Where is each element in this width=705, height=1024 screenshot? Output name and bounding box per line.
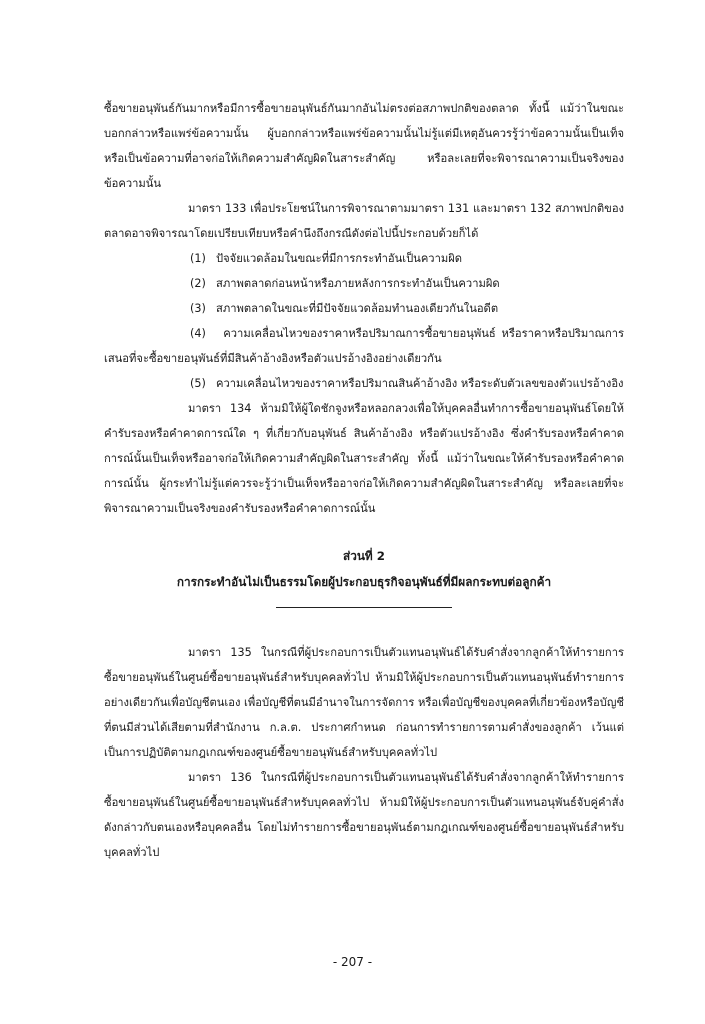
item-number: (2) [190,277,206,290]
page-number: - 207 - [332,955,373,969]
section-134-text: มาตรา 134 ห้ามมิให้ผู้ใดชักจูงหรือหลอกลวงเพื่อให้บุคคลอื่นทำการซื้อขายอนุพันธ์โดยให้คำรับรองหรือคำคาดการณ์ใด ๆ ที่เกี่ยวกับอนุพันธ์ สินค้าอ้างอิง หรือตัวแปรอ้างอิง ซึ่งคำรับรองหรือคำคาดการณ์นั้นเป็นเท็จหรืออาจก่อให้เกิดความสำคัญผิดในสาระสำคัญ ทั้งนี้ แม้ว่าในขณะให้คำรับรองหรือคำคาดการณ์นั้น ผู้กระทำไม่รู้แต่ควรจะรู้ว่าเป็นเท็จหรืออาจก่อให้เกิดความสำคัญผิดในสาระสำคัญ หรือละเลยที่จะพิจารณาความเป็นจริงของคำรับรองหรือคำคาดการณ์นั้น [104,402,624,515]
item-text: ความเคลื่อนไหวของราคาหรือปริมาณสินค้าอ้างอิง หรือระดับตัวเลขของตัวแปรอ้างอิง [216,377,624,390]
section-133-item-2 [104,271,624,296]
part-title: การกระทำอันไม่เป็นธรรมโดยผู้ประกอบธุรกิจอนุพันธ์ที่มีผลกระทบต่อลูกค้า [176,575,552,589]
heading-divider [276,607,452,608]
item-number: (4) [190,327,206,340]
item-number: (1) [190,252,206,265]
section-135-text: มาตรา 135 ในกรณีที่ผู้ประกอบการเป็นตัวแทนอนุพันธ์ได้รับคำสั่งจากลูกค้าให้ทำรายการซื้อขายอนุพันธ์ในศูนย์ซื้อขายอนุพันธ์สำหรับบุคคลทั่วไป ห้ามมิให้ผู้ประกอบการเป็นตัวแทนอนุพันธ์ทำรายการอย่างเดียวกันเพื่อบัญชีตนเอง เพื่อบัญชีที่ตนมีอำนาจในการจัดการ หรือเพื่อบัญชีของบุคคลที่เกี่ยวข้องหรือบัญชีที่ตนมีส่วนได้เสียตามที่สำนักงาน ก.ล.ต. ประกาศกำหนด ก่อนการทำรายการตามคำสั่งของลูกค้า เว้นแต่เป็นการปฏิบัติตามกฎเกณฑ์ของศูนย์ซื้อขายอนุพันธ์สำหรับบุคคลทั่วไป [104,646,624,759]
item-text: สภาพตลาดในขณะที่มีปัจจัยแวดล้อมทำนองเดียวกันในอดีต [216,302,499,315]
section-136-text: มาตรา 136 ในกรณีที่ผู้ประกอบการเป็นตัวแทนอนุพันธ์ได้รับคำสั่งจากลูกค้าให้ทำรายการซื้อขายอนุพันธ์ในศูนย์ซื้อขายอนุพันธ์สำหรับบุคคลทั่วไป ห้ามมิให้ผู้ประกอบการเป็นตัวแทนอนุพันธ์จับคู่คำสั่งดังกล่าวกับตนเองหรือบุคคลอื่น โดยไม่ทำรายการซื้อขายอนุพันธ์ตามกฎเกณฑ์ของศูนย์ซื้อขายอนุพันธ์สำหรับบุคคลทั่วไป [104,771,624,859]
continued-paragraph: ซื้อขายอนุพันธ์กันมากหรือมีการซื้อขายอนุพันธ์กันมากอันไม่ตรงต่อสภาพปกติของตลาด ทั้งนี้ แม้ว่าในขณะบอกกล่าวหรือแพร่ข้อความนั้น ผู้บอกกล่าวหรือแพร่ข้อความนั้นไม่รู้แต่มีเหตุอันควรรู้ว่าข้อความนั้นเป็นเท็จหรือเป็นข้อความที่อาจก่อให้เกิดความสำคัญผิดในสาระสำคัญ หรือละเลยที่จะพิจารณาความเป็นจริงของข้อความนั้น [104,102,624,190]
item-text: ปัจจัยแวดล้อมในขณะที่มีการกระทำอันเป็นความผิด [216,252,463,265]
item-number: (3) [190,302,206,315]
item-text: ความเคลื่อนไหวของราคาหรือปริมาณการซื้อขายอนุพันธ์ หรือราคาหรือปริมาณการเสนอที่จะซื้อขายอนุพันธ์ที่มีสินค้าอ้างอิงหรือตัวแปรอ้างอิงอย่างเดียวกัน [104,327,625,365]
section-133-item-4 [104,321,624,371]
section-133-text: มาตรา 133 เพื่อประโยชน์ในการพิจารณาตามมาตรา 131 และมาตรา 132 สภาพปกติของตลาดอาจพิจารณาโดยเปรียบเทียบหรือคำนึงถึงกรณีดังต่อไปนี้ประกอบด้วยก็ได้ [104,202,624,240]
section-133-item-1 [104,246,624,271]
part-number: ส่วนที่ 2 [343,549,385,563]
page-body [104,96,624,865]
section-133-item-3 [104,296,624,321]
part-heading [104,543,624,595]
section-133-item-5 [104,371,624,396]
item-number: (5) [190,377,206,390]
item-text: สภาพตลาดก่อนหน้าหรือภายหลังการกระทำอันเป็นความผิด [216,277,500,290]
